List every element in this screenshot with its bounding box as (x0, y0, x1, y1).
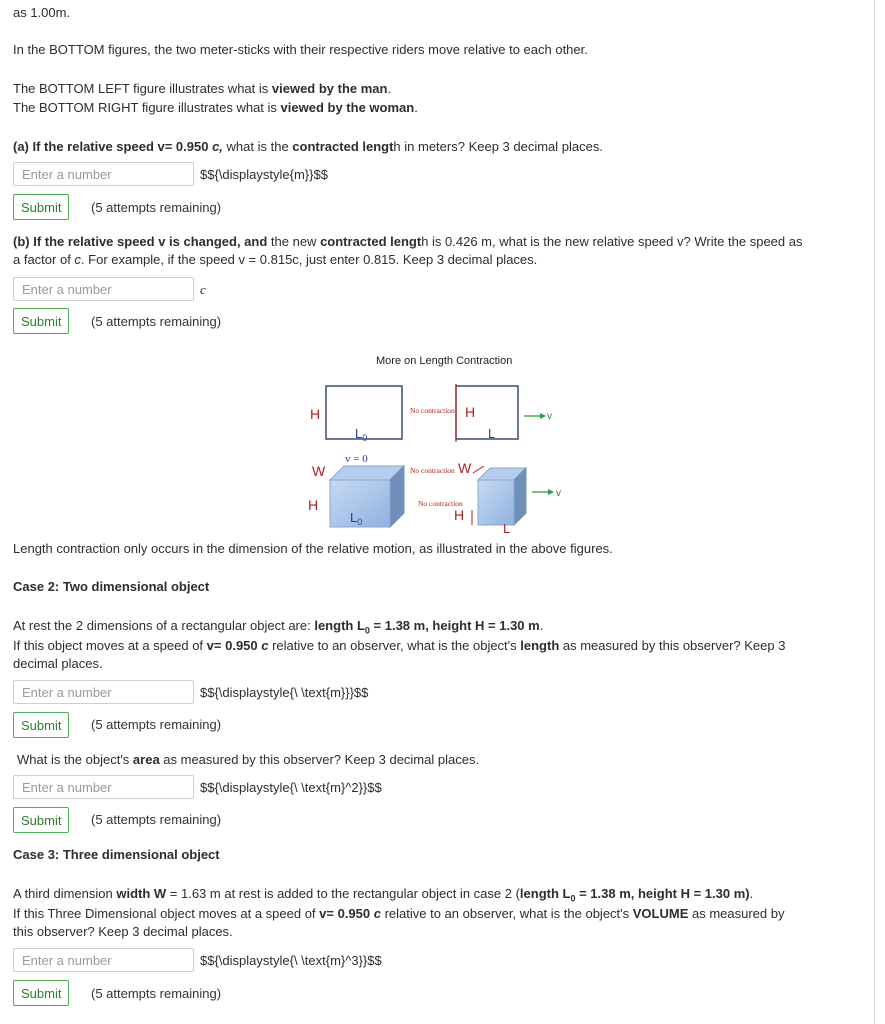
no-contraction-label-1: No contraction (410, 406, 455, 415)
case2-question: If this object moves at a speed of v= 0.950 c relative to an observer, what is the object's length as measured by this observer? Keep 3 decimal places. (13, 638, 786, 671)
no-contraction-label-2: No contraction (410, 466, 455, 475)
no-contraction-label-3: No contraction (418, 499, 463, 508)
velocity-label-v: v (547, 411, 552, 422)
case3-volume-submit-button[interactable]: Submit (13, 980, 69, 1006)
attempts-a: (5 attempts remaining) (91, 200, 222, 215)
figure-caption: Length contraction only occurs in the dimension of the relative motion, as illustrated in the above figures. (13, 541, 613, 556)
answer-b-input[interactable] (13, 277, 194, 301)
velocity-label-v-2: v (556, 488, 561, 499)
velocity-zero-label: v = 0 (345, 453, 368, 465)
height-label-H: H (310, 406, 321, 422)
question-a: (a) If the relative speed v= 0.950 c, what is the contracted length in meters? Keep 3 decimal places. (13, 139, 603, 154)
case3-question: If this Three Dimensional object moves at a speed of v= 0.950 c relative to an observer, what is the object's VOLUME as measured by this observer? Keep 3 decimal places. (13, 906, 785, 939)
width-label-W: W (312, 463, 326, 479)
height-label-H-4: H (454, 507, 465, 523)
case3-dimensions-text: A third dimension width W = 1.63 m at rest is added to the rectangular object in case 2 (length $L_0 = 1.38$ m, height H = 1.30 m). (13, 886, 754, 904)
height-label-H-2: H (465, 404, 476, 420)
bottom-left-text: The BOTTOM LEFT figure illustrates what is viewed by the man. (13, 81, 392, 96)
moving-cube-front (478, 480, 514, 525)
rest-length-label: $L_0$ (355, 426, 368, 443)
answer-b-unit: c (200, 282, 206, 297)
figure-title: More on Length Contraction (376, 355, 513, 367)
submit-b-button[interactable]: Submit (13, 308, 69, 334)
contracted-length-label-2: L (503, 521, 511, 536)
attempts-b: (5 attempts remaining) (91, 314, 222, 329)
case2-area-question: What is the object's area as measured by this observer? Keep 3 decimal places. (17, 752, 480, 767)
answer-a-unit: $${\displaystyle{m}}$$ (200, 167, 328, 182)
length-contraction-figure (300, 372, 590, 537)
bottom-right-text: The BOTTOM RIGHT figure illustrates what is viewed by the woman. (13, 100, 418, 115)
case2-area-unit: $${\displaystyle{\ \text{m}^2}}$$ (200, 780, 382, 795)
bottom-figures-text: In the BOTTOM figures, the two meter-sticks with their respective riders move relative to each other. (13, 42, 588, 57)
intro-fragment: as 1.00m. (13, 5, 71, 20)
rest-rectangle (326, 386, 402, 439)
case2-area-submit-button[interactable]: Submit (13, 807, 69, 833)
width-label-W-2: W (458, 460, 472, 476)
question-b: (b) If the relative speed v is changed, and the new contracted length is 0.426 m, what is the new relative speed v? Write the speed as a factor of c. For example, if the speed v = 0.815c, just enter 0.815. Keep 3 decimal places. (13, 234, 803, 267)
answer-a-input[interactable] (13, 162, 194, 186)
case2-length-input[interactable] (13, 680, 194, 704)
case2-heading: Case 2: Two dimensional object (13, 579, 210, 594)
height-label-H-3: H (308, 497, 319, 513)
case2-length-submit-button[interactable]: Submit (13, 712, 69, 738)
case2-dimensions-text: At rest the 2 dimensions of a rectangular object are: length $L_0 = 1.38$ m, height H = 1.30 m. (13, 618, 544, 636)
case2-area-attempts: (5 attempts remaining) (91, 812, 222, 827)
case2-length-attempts: (5 attempts remaining) (91, 717, 222, 732)
case2-length-unit: $${\displaystyle{\ \text{m}}}$$ (200, 685, 369, 700)
case3-volume-attempts: (5 attempts remaining) (91, 986, 222, 1001)
case3-volume-unit: $${\displaystyle{\ \text{m}^3}}$$ (200, 953, 382, 968)
case3-volume-input[interactable] (13, 948, 194, 972)
case3-heading: Case 3: Three dimensional object (13, 847, 220, 862)
case2-area-input[interactable] (13, 775, 194, 799)
rest-length-label-2: $L_0$ (350, 510, 363, 527)
submit-a-button[interactable]: Submit (13, 194, 69, 220)
contracted-length-label: L (488, 426, 496, 441)
